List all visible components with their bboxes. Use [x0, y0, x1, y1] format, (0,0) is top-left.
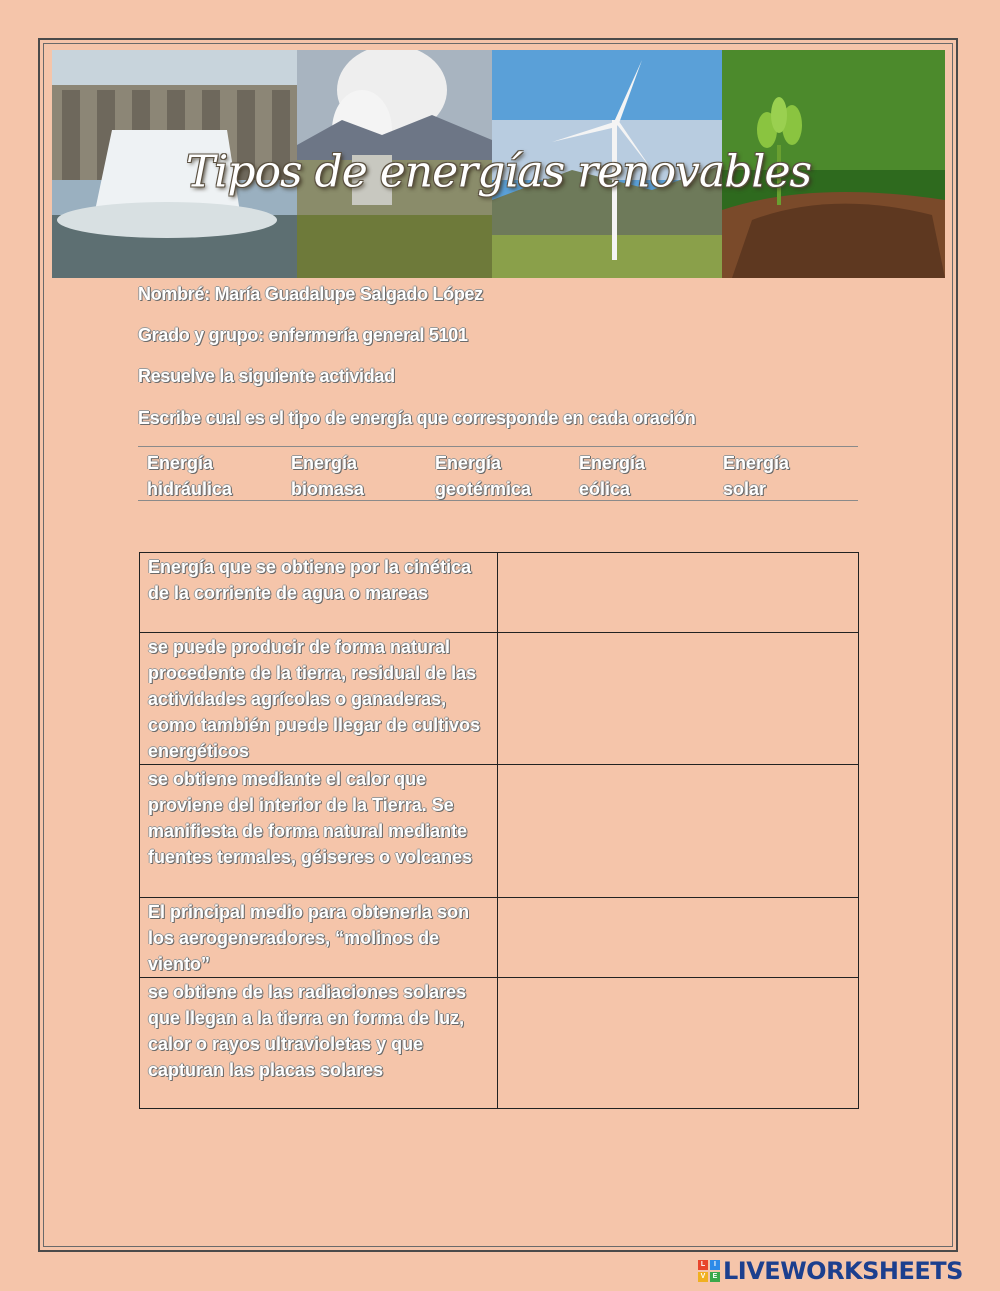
- table-row: [140, 553, 859, 633]
- name-line: [138, 284, 483, 305]
- liveworksheets-logo[interactable]: [698, 1257, 963, 1285]
- option-biomasa: Energía biomasa: [291, 453, 365, 499]
- name-label: Nombré:: [138, 284, 210, 304]
- grade-value: : enfermería general 5101: [258, 325, 468, 345]
- table-row: [140, 978, 859, 1109]
- banner-collage: [52, 50, 945, 278]
- energy-options-table: [138, 446, 858, 501]
- answer-field[interactable]: [497, 978, 858, 1109]
- grade-line: [138, 325, 468, 346]
- option-solar: Energía solar: [723, 453, 790, 499]
- answer-field[interactable]: [497, 898, 858, 978]
- question-text: se obtiene de las radiaciones solares que llegan a la tierra en forma de luz, calor o rayos ultravioletas y que capturan las placas solares: [140, 978, 498, 1109]
- option-hidraulica: Energía hidráulica: [147, 453, 233, 499]
- liveworksheets-icon: L I V E: [698, 1260, 720, 1282]
- prompt-text: Escribe cual es el tipo de energía que corresponde en cada oración: [138, 408, 696, 428]
- instruction-text: Resuelve la siguiente actividad: [138, 366, 395, 386]
- grade-label: Grado y grupo: [138, 325, 259, 345]
- table-row: [140, 898, 859, 978]
- answer-field[interactable]: [497, 633, 858, 765]
- name-value: María Guadalupe Salgado López: [209, 284, 483, 304]
- table-row: [140, 765, 859, 898]
- option-eolica: Energía eólica: [579, 453, 646, 499]
- question-text: Energía que se obtiene por la cinética de la corriente de agua o mareas: [140, 553, 498, 633]
- questions-table: [139, 552, 859, 1109]
- table-row: [140, 633, 859, 765]
- option-geotermica: Energía geotérmica: [435, 453, 532, 499]
- question-text: se puede producir de forma natural procedente de la tierra, residual de las actividades agrícolas o ganaderas, como también puede llegar de cultivos energéticos: [140, 633, 498, 765]
- question-text: El principal medio para obtenerla son los aerogeneradores, “molinos de viento”: [140, 898, 498, 978]
- banner-title: Tipos de energías renovables: [185, 146, 812, 198]
- liveworksheets-brand: LIVEWORKSHEETS: [723, 1257, 963, 1285]
- answer-field[interactable]: [497, 765, 858, 898]
- question-text: se obtiene mediante el calor que proviene del interior de la Tierra. Se manifiesta de forma natural mediante fuentes termales, géiseres o volcanes: [140, 765, 498, 898]
- answer-field[interactable]: [497, 553, 858, 633]
